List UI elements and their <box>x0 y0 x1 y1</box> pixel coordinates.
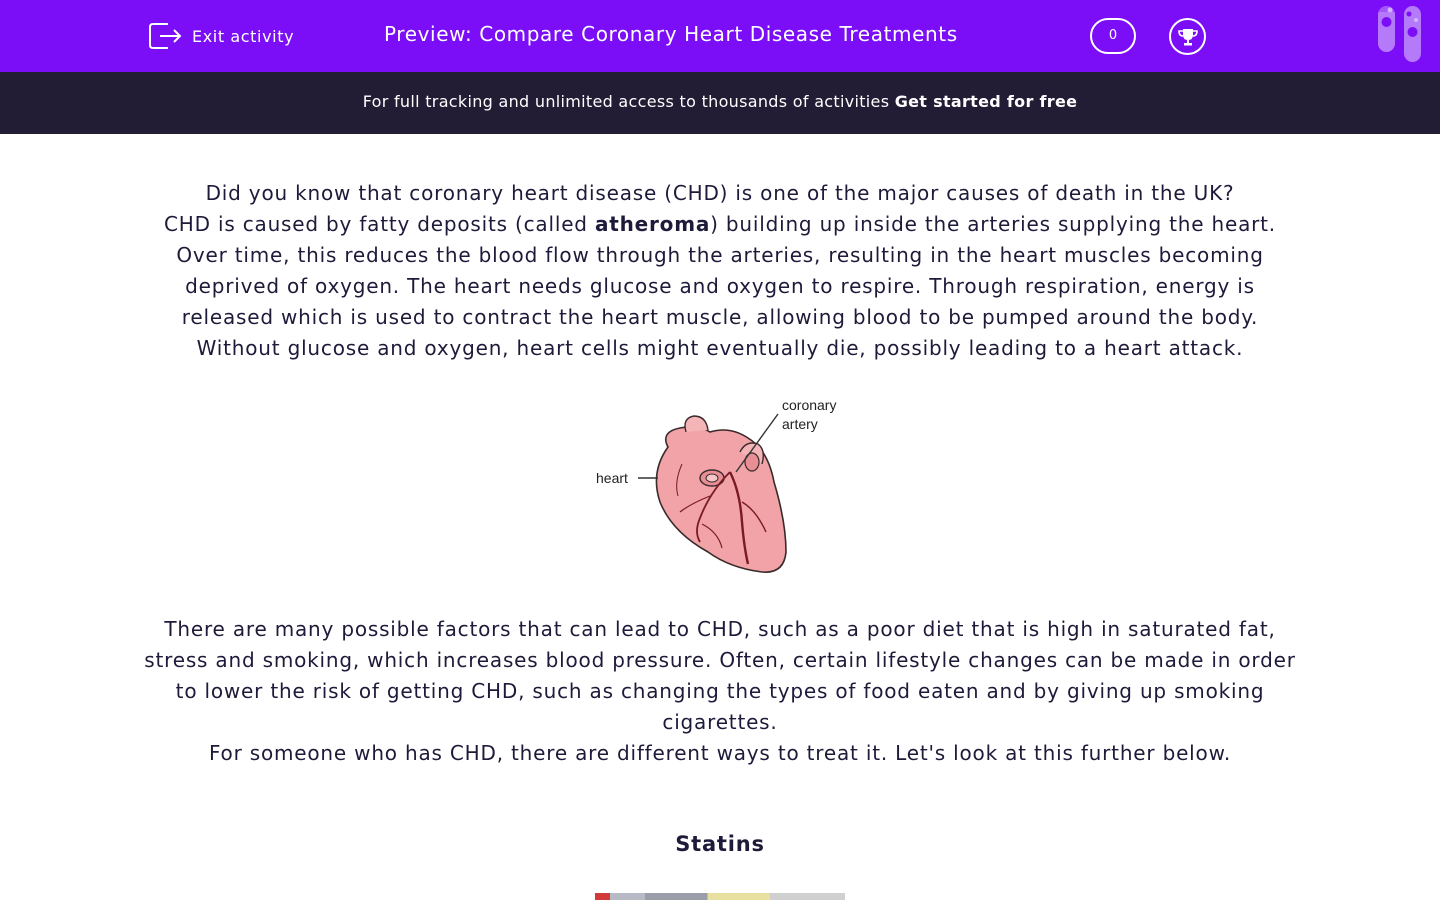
factors-text <box>140 614 1300 769</box>
label-coronary: coronary <box>782 397 837 413</box>
intro-paragraph <box>140 209 1300 364</box>
heart-shape <box>656 427 786 573</box>
atheroma-term: atheroma <box>594 212 711 236</box>
page-title: Preview: Compare Coronary Heart Disease Treatments <box>384 22 958 46</box>
intro-text-after: ) building up inside the arteries supplying the heart. Over time, this reduces the blood flow through the arteries, resulting in the heart muscles becoming deprived of oxygen. The heart needs glucose and oxygen to respire. Through respiration, energy is released which is used to contract the heart muscle, allowing blood to be pumped around the body. Without glucose and oxygen, heart cells might eventually die, possibly leading to a heart attack. <box>176 212 1276 360</box>
exit-label: Exit activity <box>192 26 295 46</box>
get-started-link[interactable]: Get started for free <box>894 92 1078 111</box>
factors-paragraph: There are many possible factors that can lead to CHD, such as a poor diet that is high in saturated fat, stress and smoking, which increases blood pressure. Often, certain lifestyle changes can be made in order to lower the risk of getting CHD, such as changing the types of food eaten and by giving up smoking cigarettes. <box>144 617 1296 734</box>
intro-text <box>140 178 1300 364</box>
exit-activity-button[interactable] <box>148 20 294 52</box>
test-tubes-logo <box>1376 6 1426 64</box>
score-counter: 0 <box>1090 18 1136 54</box>
trophy-icon <box>1177 26 1199 48</box>
promo-text: For full tracking and unlimited access to thousands of activities <box>362 92 895 111</box>
intro-text-before: CHD is caused by fatty deposits (called <box>164 212 595 236</box>
statins-image <box>595 893 845 900</box>
promo-banner <box>0 72 1440 134</box>
trophy-button[interactable] <box>1169 18 1206 55</box>
heart-diagram <box>590 392 850 582</box>
label-artery: artery <box>782 416 818 432</box>
factors-line-2: For someone who has CHD, there are different ways to treat it. Let's look at this further below. <box>208 741 1232 765</box>
top-bar <box>0 0 1440 72</box>
section-heading-statins: Statins <box>675 832 765 856</box>
label-heart: heart <box>596 470 628 486</box>
intro-line-1: Did you know that coronary heart disease (CHD) is one of the major causes of death in the UK? <box>205 181 1235 205</box>
exit-icon <box>148 20 182 52</box>
